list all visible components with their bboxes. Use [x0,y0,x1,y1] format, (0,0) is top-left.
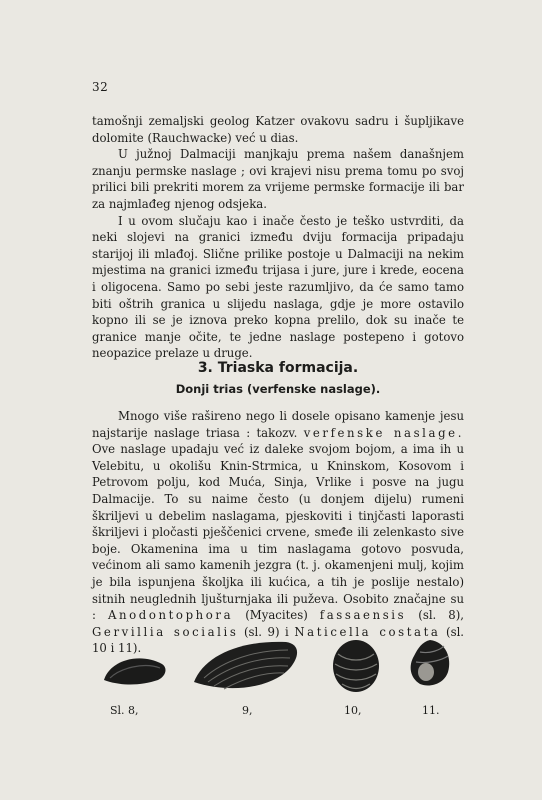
section-subtitle: Donji trias (verfenske naslage). [175,382,381,396]
text-run: (sl. 10 i 11). [92,624,465,656]
spaced-term: Anodontophora [107,608,234,623]
text-run: (Myacites) [245,608,308,623]
snail-shell-icon [406,636,454,690]
naticella-shell-icon [330,638,382,694]
section-title: 3. Triaska formacija. [197,360,359,376]
spaced-term: verfenske naslage. [303,425,465,440]
body-text-top [92,113,464,362]
paragraph: tamošnji zemaljski geolog Katzer ovakovu sadru i šupljikave dolomite (Rauchwacke) već u dias. [92,114,464,145]
figure-caption: 9, [242,704,253,717]
body-text-section [92,408,464,657]
text-run: Mnogo više rašireno nego li dosele opisano kamenje jesu najstarije naslage triasa : takozv. [92,409,464,440]
spaced-term: fassaensis [319,608,407,623]
page-number: 32 [92,80,109,94]
figure-caption: 10, [344,704,362,717]
spaced-term: Naticella costata [294,624,441,639]
text-run: (sl. 8), [418,608,465,623]
figure-caption: Sl. 8, [110,704,139,717]
fossil-figures [92,632,464,717]
paragraph: U južnoj Dalmaciji manjkaju prema našem današnjem znanju permske naslage ; ovi krajevi nisu prema tomu po svoj prilici bili prekriti morem za vrijeme permske formacije ili bar za najmlađeg njenog odsjeka. [92,147,464,211]
figure-caption: 11. [422,704,440,717]
section-heading [92,360,464,396]
text-run: (sl. 9) i [243,624,289,639]
paragraph [92,408,464,657]
paragraph: I u ovom slučaju kao i inače često je teško ustvrditi, da neki slojevi na granici između dviju formacija pripadaju starijoj ili mlađoj. Slične prilike postoje u Dalmaciji na nekim mjestima na granici između trijasa i jure, jure i krede, eocena i oligocena. Samo po sebi jeste razumljivo, da će samo tamo biti oštrih granica u slijedu naslaga, gdje je more ostavilo kopno ili se je iznova preko kopna prelilo, dok su inače te granice manje očite, te jedne naslage postepeno i gotovo neopazice prelaze u druge. [92,213,464,361]
gervillia-shell-icon [190,634,302,696]
spaced-term: Gervillia socialis [92,624,239,639]
bivalve-shell-icon [100,650,170,690]
text-run: Ove naslage upadaju već iz daleke svojom bojom, a ima ih u Velebitu, u okolišu Knin-Strmica, u Kninskom, Kosovom i Petrovom polju, kod Muća, Sinja, Vrlike i posve na jugu Dalmacije. To su naime često (u donjem dijelu) rumeni škriljevi u debelim naslagama, pjeskoviti i tinjčasti laporasti škriljevi i pločasti pješčenici crvene, smeđe ili zelenkasto sive boje. Okamenina ima u tim naslagama gotovo posvuda, većinom ali samo kamenih jezgra (t. j. okamenjeni mulj, kojim je bila ispunjena školjka ili kućica, a tih je poslije nestalo) sitnih neuglednih ljušturnjaka ili puževa. Osobito značajne su : [92,442,464,623]
